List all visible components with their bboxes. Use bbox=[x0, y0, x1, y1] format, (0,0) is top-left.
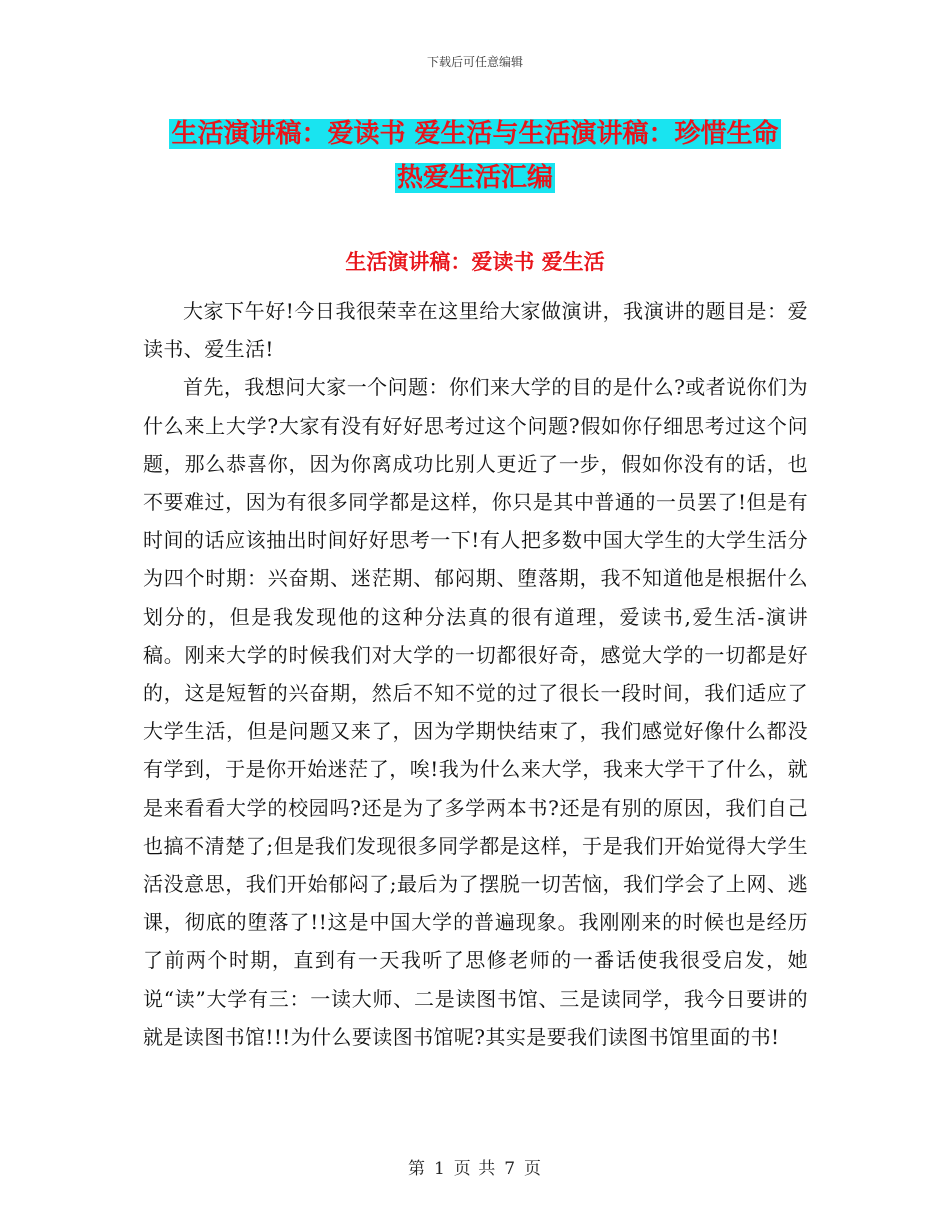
header-note: 下载后可任意编辑 bbox=[426, 55, 523, 69]
speech-body bbox=[143, 292, 808, 1056]
footer-mid: 页 共 bbox=[453, 1159, 497, 1179]
document-title bbox=[0, 112, 950, 200]
page-footer bbox=[0, 1154, 950, 1179]
total-page-number: 7 bbox=[504, 1159, 517, 1179]
footer-prefix: 第 bbox=[407, 1159, 426, 1179]
paragraph-main: 首先，我想问大家一个问题：你们来大学的目的是什么?或者说你们为什么来上大学?大家有没有好好思考过这个问题?假如你仔细思考过这个问题，那么恭喜你，因为你离成功比别人更近了一步，假如你没有的话，也不要难过，因为有很多同学都是这样，你只是其中普通的一员罢了!但是有时间的话应该抽出时间好好思考一下!有人把多数中国大学生的大学生活分为四个时期：兴奋期、迷茫期、郁闷期、堕落期，我不知道他是根据什么划分的，但是我发现他的这种分法真的很有道理，爱读书,爱生活-演讲稿。刚来大学的时候我们对大学的一切都很好奇，感觉大学的一切都是好的，这是短暂的兴奋期，然后不知不觉的过了很长一段时间，我们适应了大学生活，但是问题又来了，因为学期快结束了，我们感觉好像什么都没有学到，于是你开始迷茫了，唉!我为什么来大学，我来大学干了什么，就是来看看大学的校园吗?还是为了多学两本书?还是有别的原因，我们自己也搞不清楚了;但是我们发现很多同学都是这样，于是我们开始觉得大学生活没意思，我们开始郁闷了;最后为了摆脱一切苦恼，我们学会了上网、逃课，彻底的堕落了!!这是中国大学的普遍现象。我刚刚来的时候也是经历了前两个时期，直到有一天我听了思修老师的一番话使我很受启发，她说“读”大学有三：一读大师、二是读图书馆、三是读同学，我今日要讲的就是读图书馆!!!为什么要读图书馆呢?其实是要我们读图书馆里面的书! bbox=[143, 375, 808, 1049]
current-page-number: 1 bbox=[433, 1159, 446, 1179]
section-title: 生活演讲稿：爱读书 爱生活 bbox=[345, 249, 605, 274]
title-line-1: 生活演讲稿：爱读书 爱生活与生活演讲稿：珍惜生命 bbox=[171, 119, 779, 149]
title-line-2: 热爱生活汇编 bbox=[396, 163, 553, 193]
paragraph-greeting: 大家下午好!今日我很荣幸在这里给大家做演讲，我演讲的题目是：爱读书、爱生活! bbox=[143, 299, 808, 362]
footer-suffix: 页 bbox=[524, 1159, 543, 1179]
